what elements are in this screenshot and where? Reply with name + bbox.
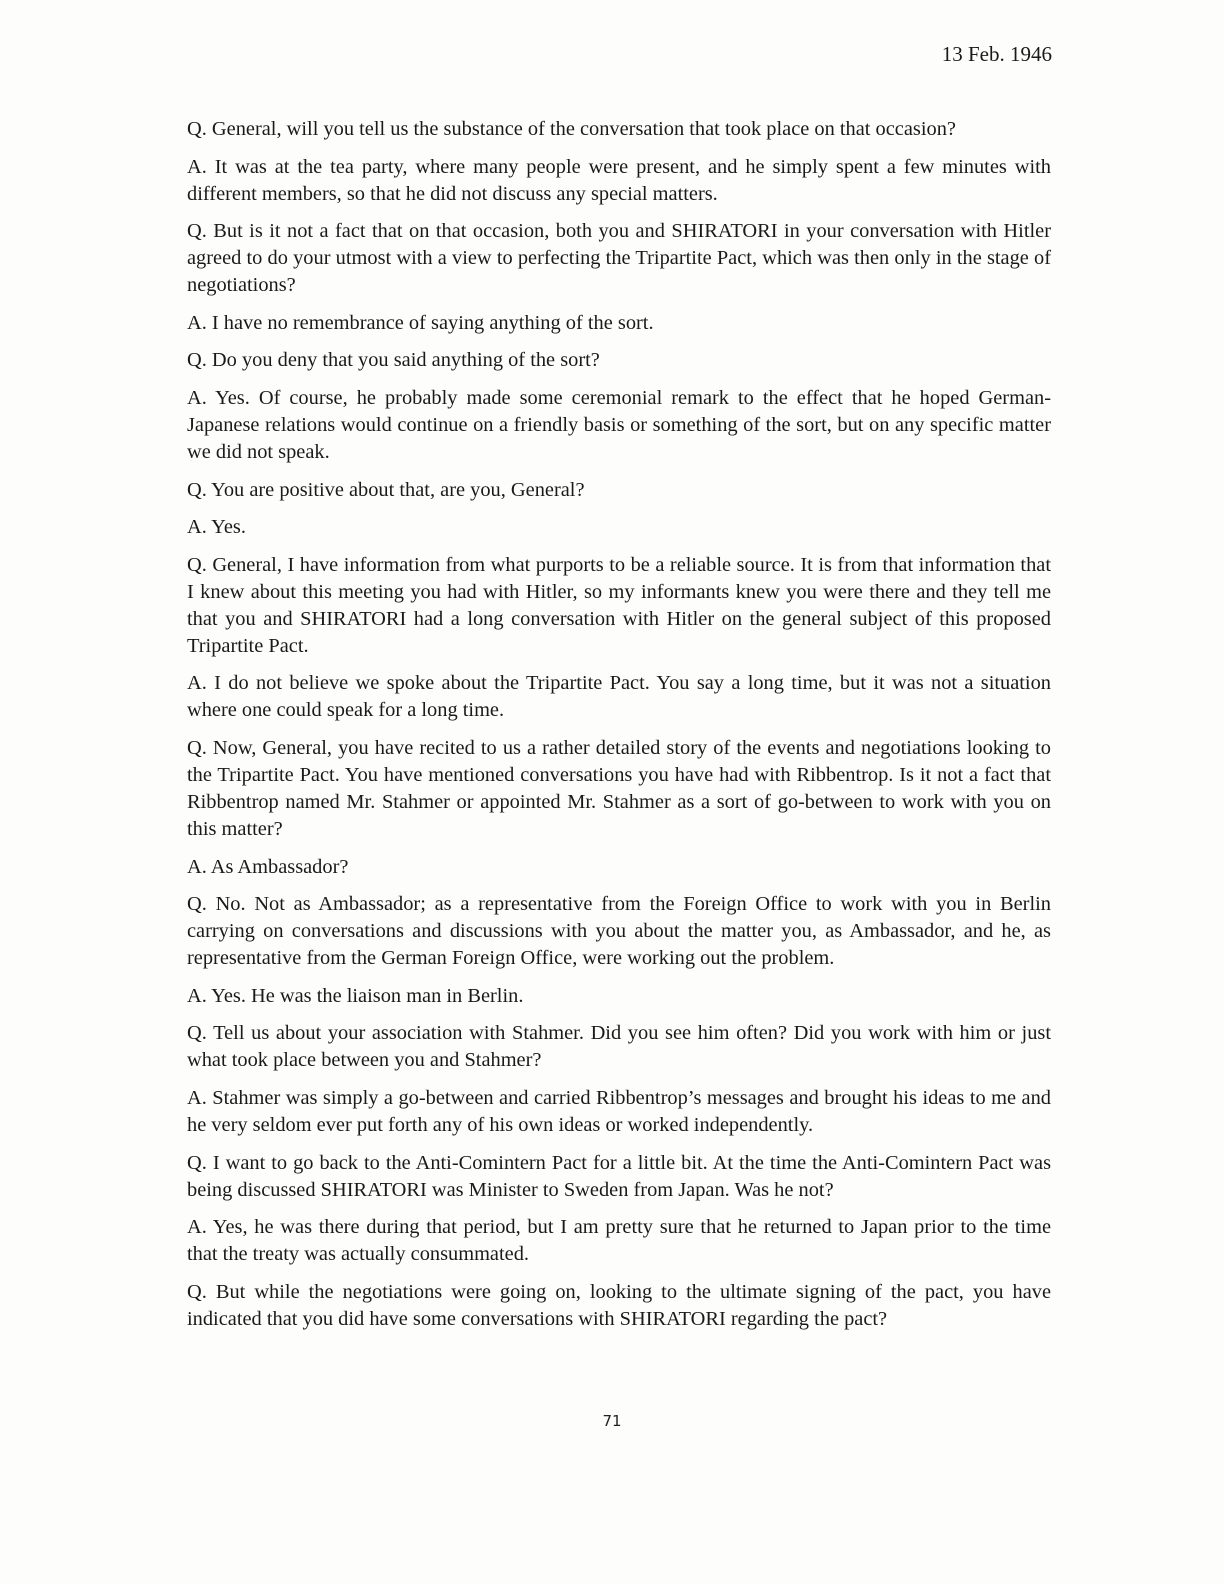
transcript-paragraph: A. I do not believe we spoke about the Tripartite Pact. You say a long time, but it was not a situation where one could speak for a long time. [187,672,1051,722]
transcript-paragraph: Q. You are positive about that, are you, General? [187,478,585,501]
transcript-paragraph: Q. But is it not a fact that on that occasion, both you and SHIRATORI in your conversation with Hitler agreed to do your utmost with a view to perfecting the Tripartite Pact, which was then only in the stage of negotiations? [187,220,1051,297]
transcript-paragraph: Q. Do you deny that you said anything of the sort? [187,349,600,372]
transcript-paragraph: Q. General, I have information from what purports to be a reliable source. It is from that information that I knew about this meeting you had with Hitler, so my informants knew you were there and they tell me that you and SHIRATORI had a long conversation with Hitler on the general subject of this proposed Tripartite Pact. [187,553,1051,657]
transcript-paragraph: Q. I want to go back to the Anti-Comintern Pact for a little bit. At the time the Anti-Comintern Pact was being discussed SHIRATORI was Minister to Sweden from Japan. Was he not? [187,1151,1051,1201]
transcript-paragraph: Q. No. Not as Ambassador; as a representative from the Foreign Office to work with you in Berlin carrying on conversations and discussions with you about the matter you, as Ambassador, and he, as representative from the German Foreign Office, were working out the problem. [187,893,1051,970]
transcript-paragraph: A. Yes. He was the liaison man in Berlin. [187,984,524,1007]
transcript-paragraph: A. As Ambassador? [187,855,349,878]
transcript-paragraph: Q. But while the negotiations were going on, looking to the ultimate signing of the pact, you have indicated that you did have some conversations with SHIRATORI regarding the pact? [187,1280,1051,1330]
transcript-paragraph: A. Stahmer was simply a go-between and carried Ribbentrop’s messages and brought his ideas to me and he very seldom ever put forth any of his own ideas or worked independently. [187,1086,1051,1136]
transcript-paragraph: A. Yes. [187,516,246,539]
transcript-paragraph: A. I have no remembrance of saying anything of the sort. [187,311,654,334]
transcript-paragraph: Q. Tell us about your association with Stahmer. Did you see him often? Did you work with him or just what took place between you and Stahmer? [187,1022,1051,1072]
page-number: 71 [602,1412,622,1430]
document-date: 13 Feb. 1946 [941,42,1052,66]
transcript-paragraph: Q. Now, General, you have recited to us a rather detailed story of the events and negotiations looking to the Tripartite Pact. You have mentioned conversations you have had with Ribbentrop. Is it not a fact that Ribbentrop named Mr. Stahmer or appointed Mr. Stahmer as a sort of go-between to work with you on this matter? [187,736,1051,840]
transcript-paragraph: A. It was at the tea party, where many people were present, and he simply spent a few minutes with different members, so that he did not discuss any special matters. [187,155,1051,205]
transcript-paragraph: A. Yes. Of course, he probably made some ceremonial remark to the effect that he hoped German-Japanese relations would continue on a friendly basis or something of the sort, but on any specific matter we did not speak. [187,386,1051,463]
transcript-body [187,116,1051,1343]
transcript-paragraph: Q. General, will you tell us the substance of the conversation that took place on that occasion? [187,118,956,140]
transcript-paragraph: A. Yes, he was there during that period, but I am pretty sure that he returned to Japan prior to the time that the treaty was actually consummated. [187,1216,1051,1266]
